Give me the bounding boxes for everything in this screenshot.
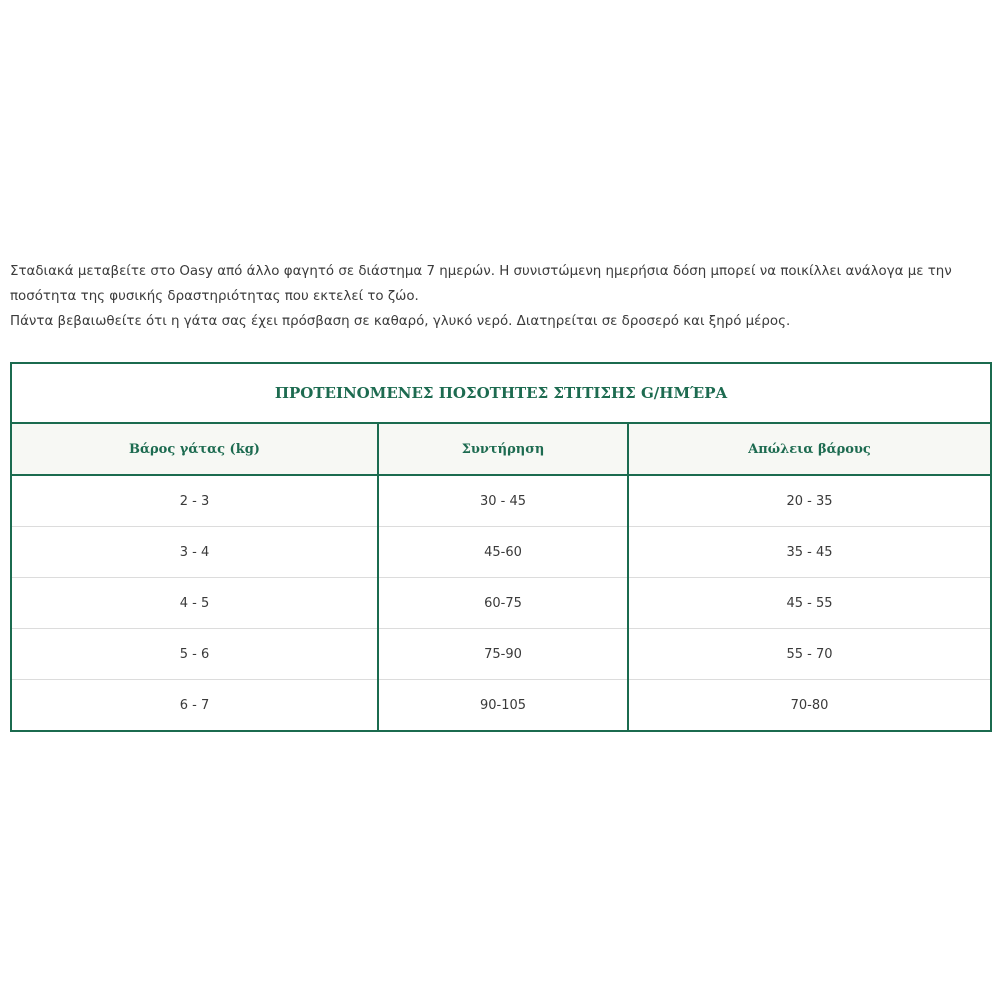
cell-maintenance: 30 - 45 (378, 475, 628, 527)
cell-maintenance: 45-60 (378, 527, 628, 578)
cell-weight-loss: 20 - 35 (628, 475, 991, 527)
table-row (11, 578, 991, 629)
cell-cat-weight: 6 - 7 (11, 680, 378, 732)
cell-weight-loss: 35 - 45 (628, 527, 991, 578)
cell-cat-weight: 5 - 6 (11, 629, 378, 680)
table-header-row (11, 423, 991, 475)
table-title: ΠΡΟΤΕΙΝΟΜΕΝΕΣ ΠΟΣΟΤΗΤΕΣ ΣΤΙΤΙΣΗΣ G/ΗΜΈΡΑ (11, 363, 991, 423)
cell-weight-loss: 55 - 70 (628, 629, 991, 680)
table-row (11, 629, 991, 680)
cell-cat-weight: 4 - 5 (11, 578, 378, 629)
table-row (11, 475, 991, 527)
cell-cat-weight: 2 - 3 (11, 475, 378, 527)
header-maintenance: Συντήρηση (378, 423, 628, 475)
cell-maintenance: 60-75 (378, 578, 628, 629)
header-weight-loss: Απώλεια βάρους (628, 423, 991, 475)
intro-paragraph-water: Πάντα βεβαιωθείτε ότι η γάτα σας έχει πρόσβαση σε καθαρό, γλυκό νερό. Διατηρείται σε δροσερό και ξηρό μέρος. (10, 314, 791, 329)
table-row (11, 527, 991, 578)
table-row (11, 680, 991, 732)
cell-maintenance: 75-90 (378, 629, 628, 680)
intro-paragraph-transition: Σταδιακά μεταβείτε στο Oasy από άλλο φαγητό σε διάστημα 7 ημερών. Η συνιστώμενη ημερήσια δόση μπορεί να ποικίλλει ανάλογα με την ποσότητα της φυσικής δραστηριότητας που εκτελεί το ζώο. (10, 264, 952, 304)
cell-cat-weight: 3 - 4 (11, 527, 378, 578)
feeding-instructions (10, 259, 995, 334)
cell-weight-loss: 70-80 (628, 680, 991, 732)
feeding-table (10, 362, 992, 732)
cell-weight-loss: 45 - 55 (628, 578, 991, 629)
header-cat-weight: Βάρος γάτας (kg) (11, 423, 378, 475)
cell-maintenance: 90-105 (378, 680, 628, 732)
